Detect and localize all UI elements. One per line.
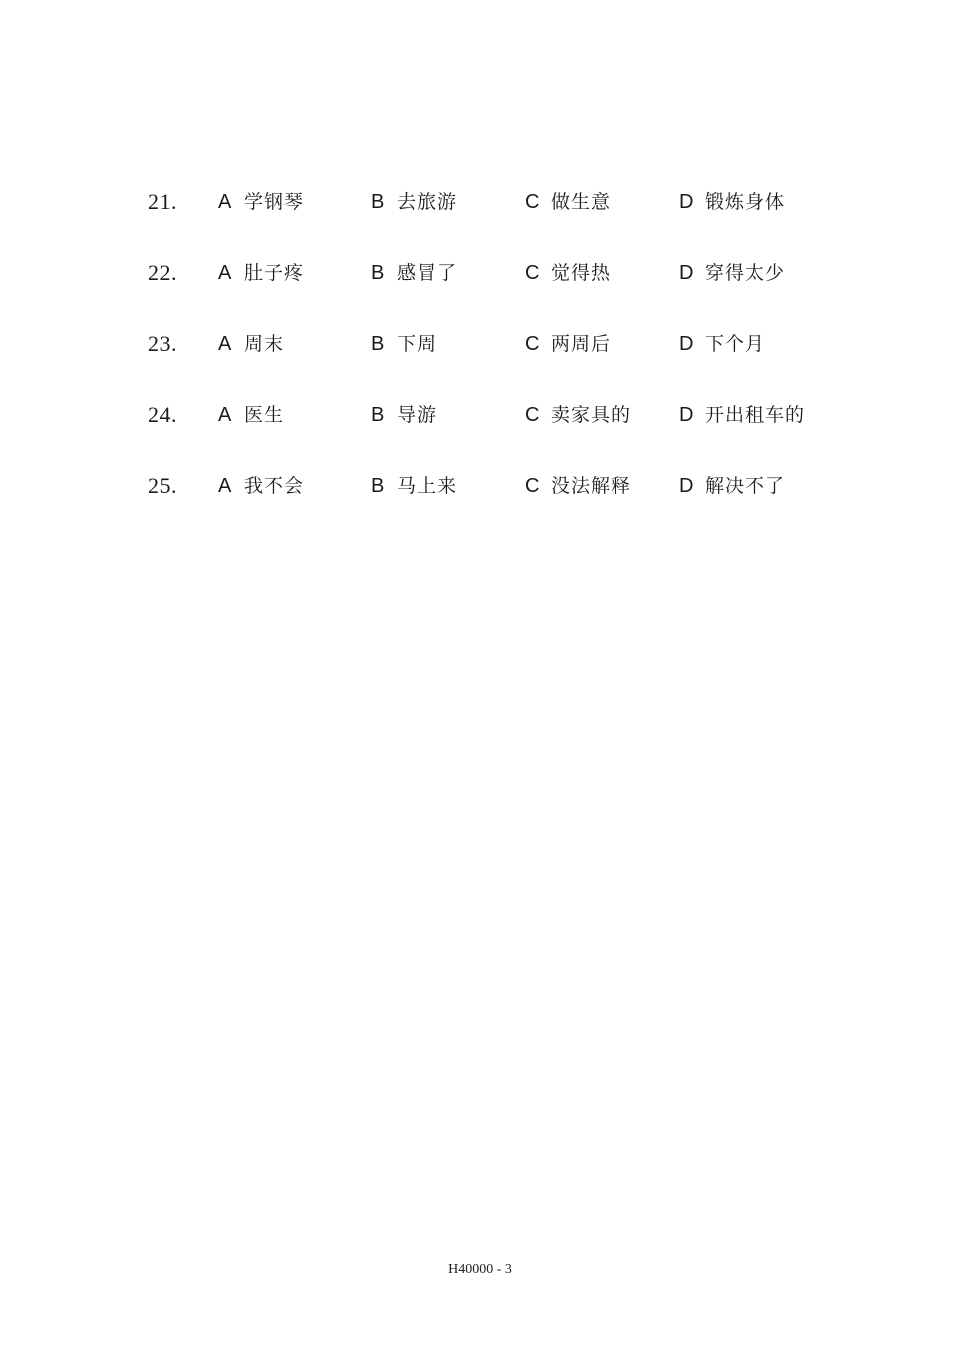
option-letter: C — [525, 475, 540, 497]
option-text: 学钢琴 — [244, 191, 305, 213]
question-number: 21. — [148, 189, 177, 214]
option-b — [371, 399, 437, 432]
option-c — [525, 257, 611, 290]
option-d — [679, 328, 765, 361]
option-text: 马上来 — [397, 475, 458, 497]
option-text: 觉得热 — [551, 262, 612, 284]
option-text: 没法解释 — [551, 475, 632, 497]
option-letter: C — [525, 333, 540, 355]
option-a — [218, 186, 304, 219]
option-letter: D — [679, 333, 694, 355]
option-b — [371, 328, 437, 361]
option-a — [218, 257, 304, 290]
page-number: H40000 - 3 — [448, 1262, 512, 1277]
option-c — [525, 328, 611, 361]
option-text: 导游 — [397, 404, 438, 426]
option-text: 下个月 — [705, 333, 766, 355]
question-24 — [148, 399, 848, 470]
option-letter: B — [371, 333, 385, 355]
option-text: 开出租车的 — [705, 404, 806, 426]
question-number: 23. — [148, 331, 177, 356]
option-text: 我不会 — [244, 475, 305, 497]
option-text: 卖家具的 — [551, 404, 632, 426]
option-letter: A — [218, 475, 232, 497]
option-letter: A — [218, 262, 232, 284]
option-letter: B — [371, 262, 385, 284]
question-number: 22. — [148, 260, 177, 285]
option-letter: C — [525, 404, 540, 426]
option-letter: D — [679, 191, 694, 213]
option-d — [679, 257, 785, 290]
option-c — [525, 470, 631, 503]
question-number: 24. — [148, 402, 177, 427]
option-c — [525, 399, 631, 432]
option-letter: A — [218, 404, 232, 426]
option-text: 肚子疼 — [244, 262, 305, 284]
option-a — [218, 399, 284, 432]
option-text: 做生意 — [551, 191, 612, 213]
question-22 — [148, 257, 848, 328]
option-text: 两周后 — [551, 333, 612, 355]
page-footer — [0, 1262, 960, 1278]
option-text: 解决不了 — [705, 475, 786, 497]
option-c — [525, 186, 611, 219]
option-text: 周末 — [244, 333, 285, 355]
option-letter: D — [679, 262, 694, 284]
option-d — [679, 399, 805, 432]
option-text: 感冒了 — [397, 262, 458, 284]
option-letter: C — [525, 262, 540, 284]
option-a — [218, 470, 304, 503]
question-list — [148, 186, 848, 541]
question-23 — [148, 328, 848, 399]
question-21 — [148, 186, 848, 257]
option-b — [371, 186, 457, 219]
option-text: 下周 — [397, 333, 438, 355]
option-letter: B — [371, 404, 385, 426]
option-letter: A — [218, 333, 232, 355]
option-a — [218, 328, 284, 361]
option-letter: C — [525, 191, 540, 213]
option-letter: D — [679, 475, 694, 497]
option-text: 医生 — [244, 404, 285, 426]
option-text: 穿得太少 — [705, 262, 786, 284]
option-b — [371, 257, 457, 290]
option-letter: D — [679, 404, 694, 426]
option-b — [371, 470, 457, 503]
option-d — [679, 186, 785, 219]
option-letter: B — [371, 191, 385, 213]
question-25 — [148, 470, 848, 541]
option-d — [679, 470, 785, 503]
option-text: 去旅游 — [397, 191, 458, 213]
question-number: 25. — [148, 473, 177, 498]
option-text: 锻炼身体 — [705, 191, 786, 213]
option-letter: B — [371, 475, 385, 497]
option-letter: A — [218, 191, 232, 213]
